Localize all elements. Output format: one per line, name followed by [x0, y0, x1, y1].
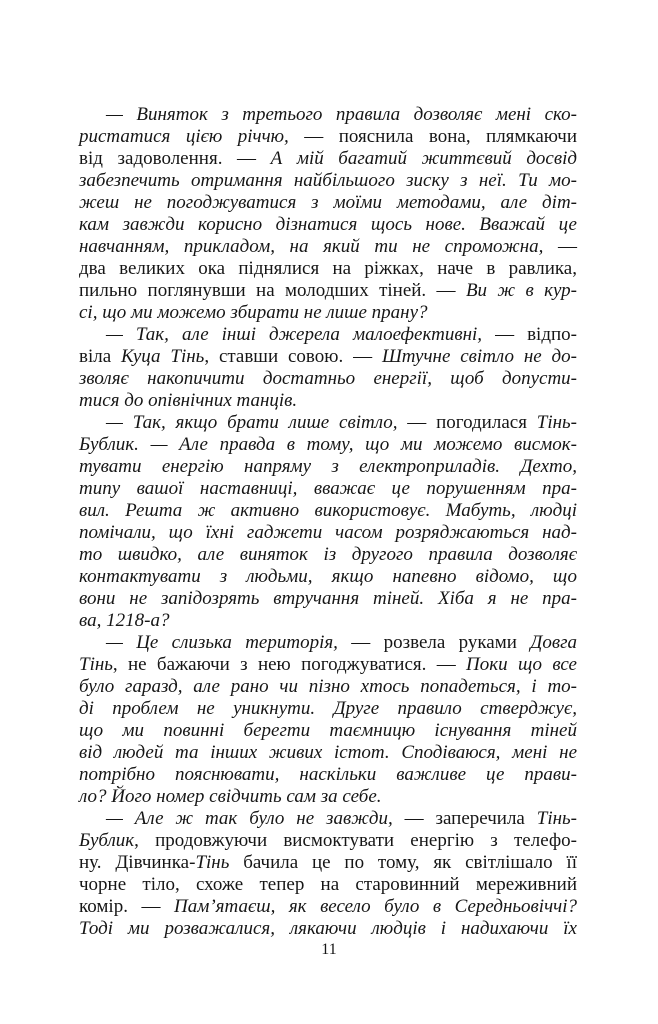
narration-text: — розвела руками — [337, 632, 531, 653]
dialogue-text: — Виняток з третього правила дозволяє мені ско- — [106, 104, 577, 125]
dialogue-text: ва, 1218-а? — [79, 610, 170, 631]
dialogue-text: ло? Його номер свідчить сам за себе. — [79, 786, 382, 807]
text-line — [79, 324, 577, 346]
paragraph — [79, 324, 577, 412]
dialogue-text: від людей та інших живих істот. Сподіваюся, мені не — [79, 742, 577, 763]
text-line — [79, 654, 577, 676]
dialogue-text: Тінь — [79, 654, 113, 675]
dialogue-text: типу вашої наставниці, вважає це порушенням пра- — [79, 478, 577, 499]
text-line — [79, 456, 577, 478]
dialogue-text: ді проблем не уникнути. Друге правило стверджує, — [79, 698, 577, 719]
dialogue-text: забезпечить отримання найбільшого зиску з неї. Ти мо- — [79, 170, 577, 191]
text-line — [79, 346, 577, 368]
dialogue-text: вил. Решта ж активно використовує. Мабуть, людці — [79, 500, 577, 521]
text-line — [79, 764, 577, 786]
dialogue-text: зволяє накопичити достатньо енергії, щоб допусти- — [79, 368, 577, 389]
dialogue-text: Пам’ятаєш, як весело було в Середньовіччі? — [173, 896, 577, 917]
text-line — [79, 368, 577, 390]
dialogue-text: Ви ж в кур- — [465, 280, 577, 301]
text-line — [79, 610, 577, 632]
narration-text: чорне тіло, схоже тепер на старовинний мереживний — [79, 874, 577, 895]
text-line — [79, 808, 577, 830]
text-line — [79, 280, 577, 302]
narration-text: , ставши совою. — — [204, 346, 382, 367]
narration-text: пильно поглянувши на молодших тіней. — — [79, 280, 466, 301]
dialogue-text: сі, що ми можемо збирати не лише прану? — [79, 302, 428, 323]
dialogue-text: жеш не погоджуватися з моїми методами, але діт- — [79, 192, 577, 213]
narration-text: , продовжуючи висмоктувати енергію з телефо- — [134, 830, 577, 851]
narration-text: — відпо- — [482, 324, 577, 345]
page-number: 11 — [321, 941, 337, 958]
text-line — [79, 390, 577, 412]
text-line — [79, 478, 577, 500]
paragraph — [79, 632, 577, 808]
text-line — [79, 918, 577, 940]
narration-text: бачила це по тому, як світлішало її — [229, 852, 577, 873]
text-line — [79, 874, 577, 896]
narration-text: — погодилася — [397, 412, 537, 433]
text-line — [79, 698, 577, 720]
narration-text: — заперечила — [392, 808, 537, 829]
dialogue-text: — Так, якщо брати лише світло, — [106, 412, 398, 433]
paragraph — [79, 808, 577, 940]
dialogue-text: навчанням, прикладом, на який ти не спроможна, — [79, 236, 544, 257]
dialogue-text: Поки що все — [466, 654, 577, 675]
text-line — [79, 676, 577, 698]
text-line — [79, 588, 577, 610]
text-line — [79, 544, 577, 566]
text-line — [79, 258, 577, 280]
dialogue-text: Бублик — [79, 830, 135, 851]
dialogue-text: тувати енергію напряму з електроприладів. Дехто, — [79, 456, 577, 477]
dialogue-text: — Так, але інші джерела малоефективні, — [106, 324, 483, 345]
text-line — [79, 786, 577, 808]
narration-text: ну. Дівчинка- — [79, 852, 196, 873]
text-line — [79, 236, 577, 258]
text-line — [79, 412, 577, 434]
paragraph — [79, 412, 577, 632]
text-line — [79, 214, 577, 236]
text-line — [79, 192, 577, 214]
text-line — [79, 720, 577, 742]
paragraph — [79, 104, 577, 324]
narration-text: віла — [79, 346, 122, 367]
dialogue-text: помічали, що їхні гаджети часом розряджаються над- — [79, 522, 577, 543]
dialogue-text: кам завжди корисно дізнатися щось нове. Вважай це — [79, 214, 577, 235]
dialogue-text: Тінь- — [536, 412, 577, 433]
dialogue-text: було гаразд, але рано чи пізно хтось попадеться, і то- — [79, 676, 577, 697]
text-line — [79, 632, 577, 654]
text-line — [79, 830, 577, 852]
dialogue-text: А мій багатий життєвий досвід — [270, 148, 578, 169]
dialogue-text: ристатися цією річчю, — [79, 126, 289, 147]
narration-text: комір. — — [79, 896, 174, 917]
text-line — [79, 434, 577, 456]
dialogue-text: — Але ж так було не завжди, — [106, 808, 393, 829]
narration-text: — — [543, 236, 578, 257]
text-line — [79, 566, 577, 588]
dialogue-text: вони не запідозрять втручання тіней. Хіба я не пра- — [79, 588, 577, 609]
text-line — [79, 126, 577, 148]
text-line — [79, 522, 577, 544]
narration-text: — пояснила вона, плямкаючи — [288, 126, 578, 147]
text-line — [79, 148, 577, 170]
dialogue-text: Тоді ми розважалися, лякаючи людців і надихаючи їх — [79, 918, 577, 939]
text-line — [79, 896, 577, 918]
dialogue-text: Бублик. — Але правда в тому, що ми можемо висмок- — [79, 434, 577, 455]
text-line — [79, 500, 577, 522]
dialogue-text: що ми повинні берегти таємницю існування тіней — [79, 720, 577, 741]
text-line — [79, 104, 577, 126]
dialogue-text: контактувати з людьми, якщо напевно відомо, що — [79, 566, 577, 587]
narration-text: від задоволення. — — [79, 148, 271, 169]
text-line — [79, 742, 577, 764]
text-line — [79, 302, 577, 324]
page-text — [79, 104, 577, 940]
dialogue-text: Довга — [530, 632, 577, 653]
dialogue-text: Тінь- — [536, 808, 577, 829]
dialogue-text: потрібно пояснювати, наскільки важливе це прави- — [79, 764, 577, 785]
dialogue-text: Штучне світло не до- — [381, 346, 577, 367]
narration-text: два великих ока піднялися на ріжках, наче в равлика, — [79, 258, 577, 279]
dialogue-text: то швидко, але виняток із другого правила дозволяє — [79, 544, 577, 565]
narration-text: , не бажаючи з нею погоджуватися. — — [112, 654, 467, 675]
text-line — [79, 170, 577, 192]
dialogue-text: тися до опівнічних танців. — [79, 390, 298, 411]
dialogue-text: Куца Тінь — [121, 346, 205, 367]
dialogue-text: — Це слизька територія, — [106, 632, 338, 653]
text-line — [79, 852, 577, 874]
dialogue-text: Тінь — [195, 852, 230, 873]
